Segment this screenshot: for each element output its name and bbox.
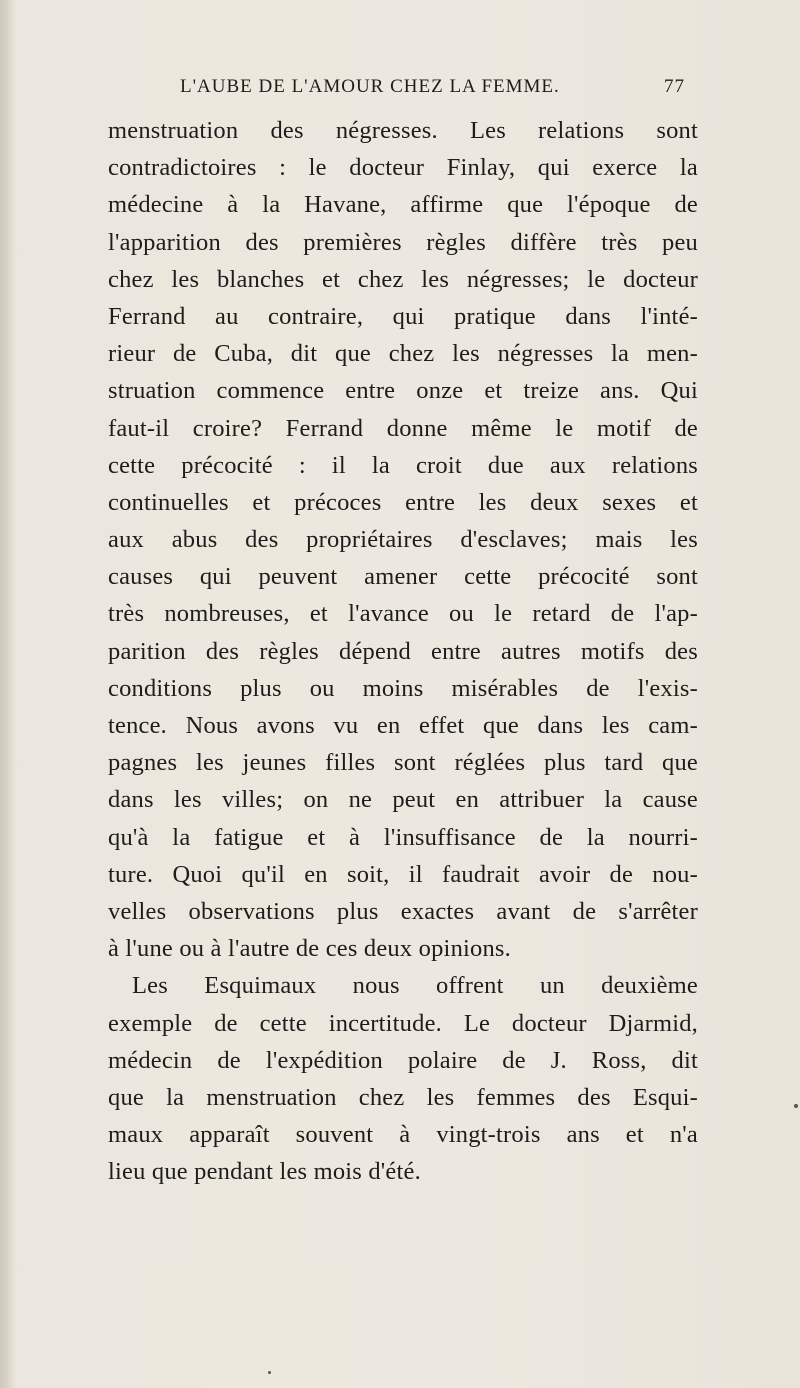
text-line: pagnes les jeunes filles sont réglées plus tard que: [108, 749, 698, 777]
paragraph-end-line: à l'une ou à l'autre de ces deux opinions.: [108, 935, 511, 963]
page-header: [180, 76, 685, 102]
page-number: 77: [664, 76, 685, 97]
text-line: causes qui peuvent amener cette précocité sont: [108, 563, 698, 591]
text-line: conditions plus ou moins misérables de l'exis-: [108, 674, 698, 702]
paragraph-start-line: Les Esquimaux nous offrent un deuxième: [132, 972, 698, 1000]
text-line: médecine à la Havane, affirme que l'époque de: [108, 191, 698, 219]
text-line: tence. Nous avons vu en effet que dans les cam-: [108, 712, 698, 739]
body-text: [108, 112, 698, 1190]
text-line: ture. Quoi qu'il en soit, il faudrait avoir de nou-: [108, 860, 698, 888]
text-line: très nombreuses, et l'avance ou le retard de l'ap-: [108, 600, 698, 628]
text-line: cette précocité : il la croit due aux relations: [108, 451, 698, 479]
text-line: Ferrand au contraire, qui pratique dans l'inté-: [108, 302, 698, 330]
text-line: que la menstruation chez les femmes des Esqui-: [108, 1083, 698, 1111]
paper-speck: [794, 1104, 798, 1108]
paragraph-end-line: lieu que pendant les mois d'été.: [108, 1158, 421, 1186]
text-line: velles observations plus exactes avant de s'arrêter: [108, 897, 698, 925]
text-line: contradictoires : le docteur Finlay, qui exerce la: [108, 154, 698, 182]
text-line: continuelles et précoces entre les deux sexes et: [108, 488, 698, 516]
text-line: parition des règles dépend entre autres motifs des: [108, 637, 698, 665]
text-line: rieur de Cuba, dit que chez les négresses la men-: [108, 340, 698, 368]
text-line: maux apparaît souvent à vingt-trois ans et n'a: [108, 1121, 698, 1149]
text-line: l'apparition des premières règles diffère très peu: [108, 228, 698, 256]
text-line: qu'à la fatigue et à l'insuffisance de la nourri-: [108, 823, 698, 851]
text-line: exemple de cette incertitude. Le docteur Djarmid,: [108, 1009, 698, 1037]
paper-speck: [268, 1371, 271, 1374]
text-line: menstruation des négresses. Les relations sont: [108, 117, 698, 144]
text-line: médecin de l'expédition polaire de J. Ross, dit: [108, 1046, 698, 1074]
text-line: aux abus des propriétaires d'esclaves; mais les: [108, 526, 698, 554]
page-binding-edge: [0, 0, 14, 1388]
text-line: faut-il croire? Ferrand donne même le motif de: [108, 414, 698, 442]
text-line: dans les villes; on ne peut en attribuer la cause: [108, 786, 698, 814]
text-line: struation commence entre onze et treize ans. Qui: [108, 377, 698, 405]
running-title: L'AUBE DE L'AMOUR CHEZ LA FEMME.: [180, 76, 560, 97]
text-line: chez les blanches et chez les négresses; le docteur: [108, 265, 698, 293]
